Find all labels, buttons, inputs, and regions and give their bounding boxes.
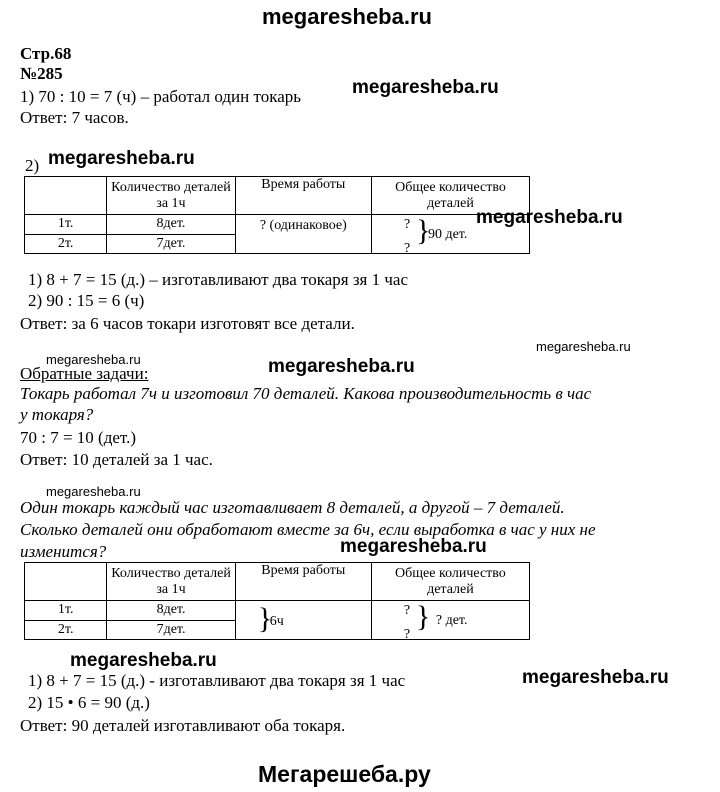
brace-icon: }: [415, 214, 431, 247]
task-text: изменится?: [20, 542, 107, 561]
question-mark: ?: [403, 627, 411, 639]
table-header-cell: Количество деталей за 1ч: [107, 563, 235, 601]
table-cell: [371, 601, 529, 640]
part-label: 2): [25, 156, 40, 175]
table-header-cell: Общее количество деталей: [371, 177, 529, 215]
watermark: megaresheba.ru: [352, 77, 499, 98]
table-cell: 8дет.: [107, 601, 235, 621]
table-cell: [235, 601, 371, 640]
table-cell: 1т.: [25, 601, 107, 621]
site-footer: Мегарешеба.ру: [258, 761, 431, 787]
table-header-cell: Время работы: [235, 563, 371, 601]
solution-line: 1) 8 + 7 = 15 (д.) – изготавливают два токаря зя 1 час: [28, 270, 409, 289]
data-table: [24, 562, 530, 640]
table-cell: 7дет.: [107, 620, 235, 640]
watermark: megaresheba.ru: [268, 356, 415, 377]
total-value: 90 дет.: [427, 227, 468, 242]
solution-line: 1) 70 : 10 = 7 (ч) – работал один токарь: [20, 87, 301, 106]
watermark: megaresheba.ru: [536, 339, 631, 354]
watermark: megaresheba.ru: [48, 148, 195, 169]
time-value: 6ч: [269, 614, 284, 629]
page-label: Стр.68: [20, 44, 72, 63]
question-mark: ?: [403, 217, 411, 232]
table-cell: 2т.: [25, 234, 107, 254]
data-table: [24, 176, 530, 254]
brace-icon: }: [415, 600, 431, 633]
table-cell: 1т.: [25, 215, 107, 235]
task-text: у токаря?: [20, 405, 94, 424]
table-cell: 8дет.: [107, 215, 235, 235]
table-cell: 2т.: [25, 620, 107, 640]
answer-text: Ответ: 90 деталей изготавливают оба токаря.: [20, 716, 346, 735]
brace-icon: }: [257, 602, 273, 635]
table-cell: 7дет.: [107, 234, 235, 254]
task-text: Один токарь каждый час изготавливает 8 деталей, а другой – 7 деталей.: [20, 498, 565, 517]
table-header-cell: Время работы: [235, 177, 371, 215]
time-value: ? (одинаковое): [259, 218, 347, 233]
table-header-cell: [25, 177, 107, 215]
watermark: megaresheba.ru: [46, 484, 141, 499]
question-mark: ?: [403, 603, 411, 618]
question-mark: ?: [403, 241, 411, 253]
task-text: Сколько деталей они обработают вместе за 6ч, если выработка в час у них не: [20, 520, 596, 539]
solution-line: 2) 15 • 6 = 90 (д.): [28, 693, 150, 712]
answer-text: Ответ: 7 часов.: [20, 108, 129, 127]
solution-line: 70 : 7 = 10 (дет.): [20, 428, 136, 447]
table-header-cell: Общее количество деталей: [371, 563, 529, 601]
task-text: Токарь работал 7ч и изготовил 70 деталей. Какова производительность в час: [20, 384, 592, 403]
watermark: megaresheba.ru: [476, 207, 623, 228]
table-cell: [235, 215, 371, 254]
table-header-cell: Количество деталей за 1ч: [107, 177, 235, 215]
watermark: megaresheba.ru: [522, 667, 669, 688]
solution-line: 2) 90 : 15 = 6 (ч): [28, 291, 145, 310]
problem-number: №285: [20, 64, 63, 83]
solution-line: 1) 8 + 7 = 15 (д.) - изготавливают два токаря зя 1 час: [28, 671, 406, 690]
table-header-cell: [25, 563, 107, 601]
watermark: megaresheba.ru: [340, 536, 487, 557]
answer-text: Ответ: 10 деталей за 1 час.: [20, 450, 213, 469]
watermark: megaresheba.ru: [70, 650, 217, 671]
watermark: megaresheba.ru: [46, 352, 141, 367]
total-value: ? дет.: [435, 613, 468, 628]
section-heading: Обратные задачи:: [20, 364, 149, 383]
site-header: megaresheba.ru: [262, 4, 432, 29]
answer-text: Ответ: за 6 часов токари изготовят все детали.: [20, 314, 355, 333]
